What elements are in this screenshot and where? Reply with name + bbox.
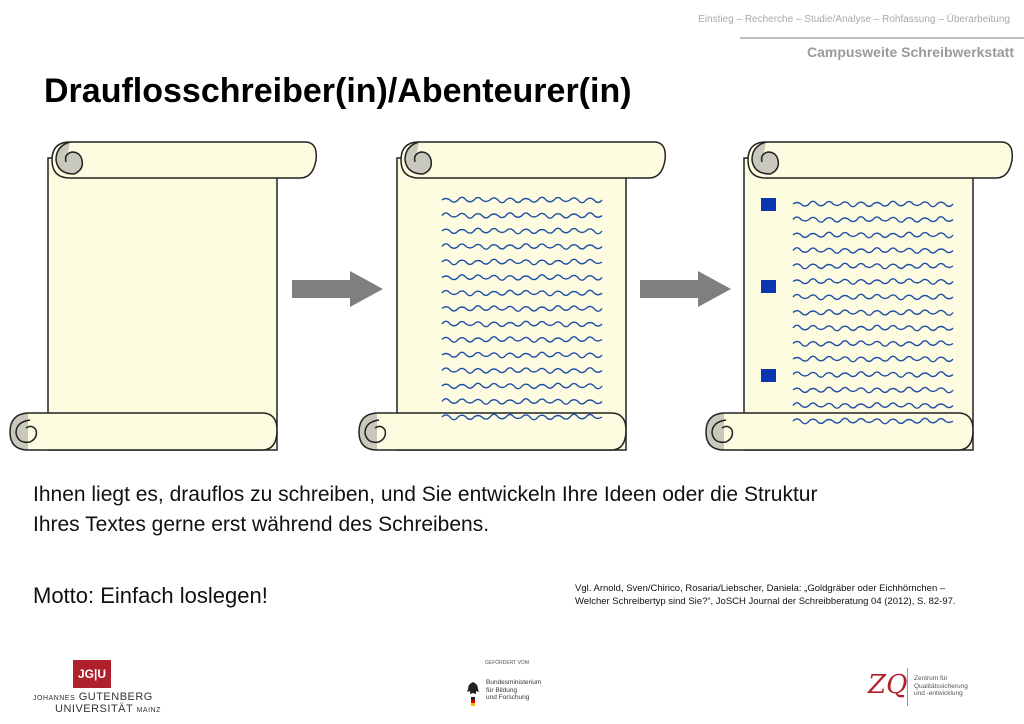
bmbf-line: und Forschung bbox=[486, 694, 530, 701]
description-text bbox=[33, 480, 993, 540]
zq-divider bbox=[907, 668, 908, 706]
citation bbox=[575, 582, 995, 608]
wavy-text-lines bbox=[793, 201, 953, 423]
zq-line: Zentrum für bbox=[914, 675, 948, 682]
arrow-right-icon bbox=[640, 271, 731, 307]
zq-line: und -entwicklung bbox=[914, 690, 963, 697]
federal-eagle-icon bbox=[465, 680, 481, 706]
citation-line: Welcher Schreibertyp sind Sie?“, JoSCH Journal der Schreibberatung 04 (2012), S. 82-97. bbox=[575, 596, 956, 607]
zq-logo-mark: ZQ bbox=[868, 670, 908, 700]
scroll-illustration bbox=[0, 130, 1024, 470]
jgu-logo-text bbox=[55, 703, 161, 715]
slide-title: Drauflosschreiber(in)/Abenteurer(in) bbox=[44, 72, 632, 110]
empty-scroll-icon bbox=[10, 142, 316, 450]
brand-label: Campusweite Schreibwerkstatt bbox=[807, 44, 1014, 60]
bmbf-line: für Bildung bbox=[486, 686, 518, 694]
zq-logo-text bbox=[914, 675, 994, 698]
bmbf-logo-text bbox=[486, 679, 556, 702]
description-line: Ihnen liegt es, drauflos zu schreiben, und Sie entwickeln Ihre Ideen oder die Struktur bbox=[33, 483, 818, 506]
bullet-marker bbox=[761, 280, 776, 293]
header-divider bbox=[740, 37, 1024, 39]
jgu-gutenberg: GUTENBERG bbox=[78, 691, 153, 703]
bmbf-line: Bundesministerium bbox=[486, 679, 542, 686]
zq-line: Qualitätssicherung bbox=[914, 682, 968, 690]
citation-line: Vgl. Arnold, Sven/Chirico, Rosaria/Liebscher, Daniela: „Goldgräber oder Eichhörnchen – bbox=[575, 583, 946, 594]
bullet-marker bbox=[761, 198, 776, 211]
wavy-text-lines bbox=[442, 197, 602, 419]
wavy-text-scroll-icon bbox=[359, 142, 665, 450]
motto-text: Motto: Einfach loslegen! bbox=[33, 583, 268, 608]
structured-scroll-icon bbox=[706, 142, 1012, 450]
arrow-right-icon bbox=[292, 271, 383, 307]
jgu-logo-mark: JG|U bbox=[73, 660, 111, 688]
jgu-johannes: JOHANNES bbox=[33, 695, 76, 702]
breadcrumb: Einstieg – Recherche – Studie/Analyse – Rohfassung – Überarbeitung bbox=[698, 14, 1010, 25]
jgu-universitaet: UNIVERSITÄT bbox=[55, 703, 134, 715]
bmbf-funded-label: GEFÖRDERT VOM bbox=[485, 660, 529, 666]
jgu-mainz: MAINZ bbox=[136, 707, 161, 714]
jgu-logo-text bbox=[33, 691, 153, 703]
description-line: Ihres Textes gerne erst während des Schreibens. bbox=[33, 513, 490, 536]
bullet-marker bbox=[761, 369, 776, 382]
